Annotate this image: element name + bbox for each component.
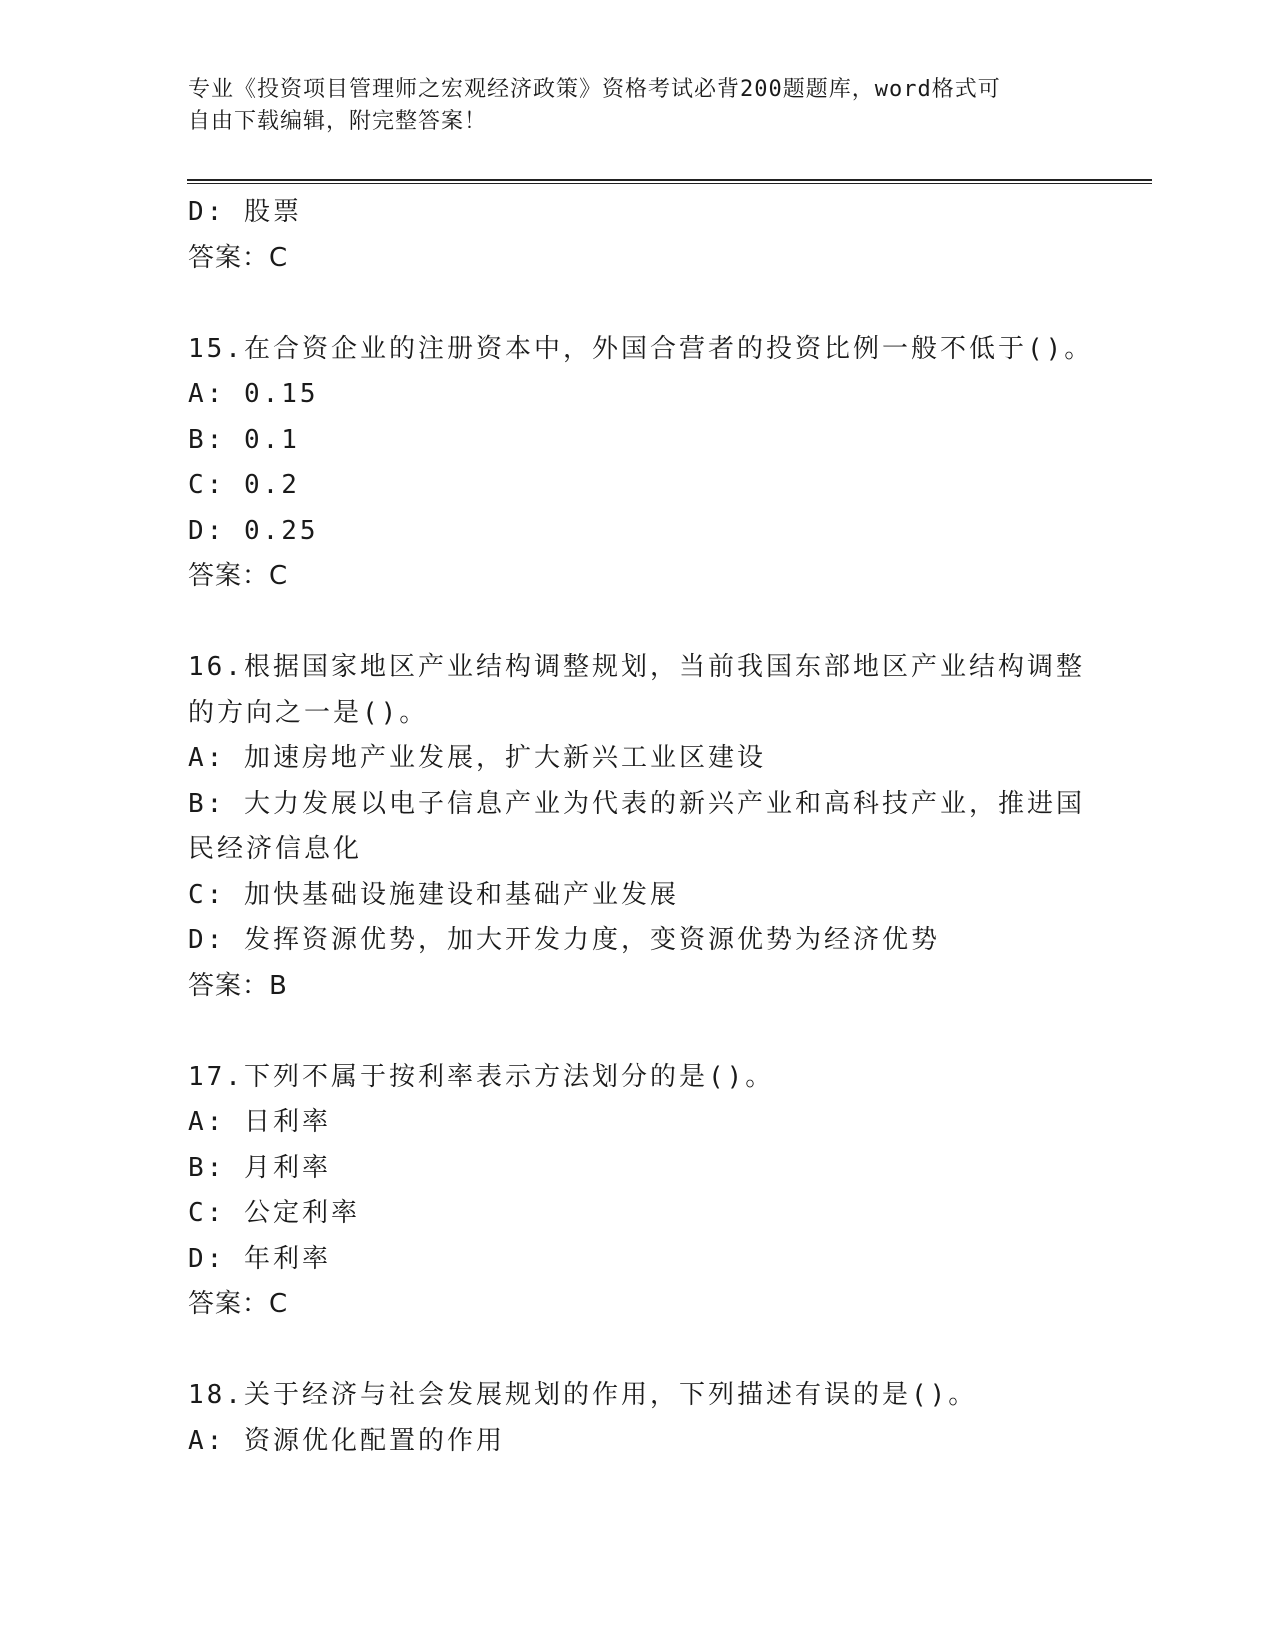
option-a: A: 0.15: [188, 379, 319, 409]
option-d: D: 股票: [188, 197, 302, 227]
option-b: B: 0.1: [188, 424, 300, 455]
option-d: D: 0.25: [188, 515, 319, 546]
option-c: C: 公定利率: [188, 1198, 360, 1228]
header-line-1: 专业《投资项目管理师之宏观经济政策》资格考试必背200题题库，word格式可: [188, 77, 1001, 102]
option-a: A: 资源优化配置的作用: [188, 1425, 505, 1456]
header-rule-thick: [187, 179, 1152, 181]
option-d: D: 发挥资源优势，加大开发力度，变资源优势为经济优势: [188, 925, 940, 955]
option-b-line-2: 民经济信息化: [188, 834, 363, 864]
question-17: [188, 1055, 1088, 1328]
option-b-line-1: B: 大力发展以电子信息产业为代表的新兴产业和高科技产业，推进国: [188, 788, 1085, 819]
question-list: [188, 190, 1094, 1464]
question-stem-line-2: 的方向之一是()。: [188, 697, 429, 728]
question-stem-line-1: 16.根据国家地区产业结构调整规划，当前我国东部地区产业结构调整: [188, 652, 1085, 682]
option-c: C: 0.2: [188, 470, 300, 500]
question-stem: 15.在合资企业的注册资本中，外国合营者的投资比例一般不低于()。: [188, 333, 1094, 364]
prev-question: [188, 190, 1088, 281]
answer: 答案：B: [188, 970, 288, 1001]
option-d: D: 年利率: [188, 1243, 331, 1274]
header-rule-thin: [187, 183, 1152, 184]
question-stem: 17.下列不属于按利率表示方法划分的是()。: [188, 1061, 775, 1092]
option-b: B: 月利率: [188, 1152, 331, 1183]
answer: 答案：C: [188, 242, 289, 273]
answer: 答案：C: [188, 561, 289, 591]
question-18: [188, 1373, 1088, 1464]
answer: 答案：C: [188, 1289, 289, 1319]
question-stem: 18.关于经济与社会发展规划的作用，下列描述有误的是()。: [188, 1380, 978, 1410]
header-line-2: 自由下载编辑，附完整答案！: [188, 109, 488, 134]
option-a: A: 日利率: [188, 1107, 331, 1137]
question-15: [188, 327, 1094, 600]
option-c: C: 加快基础设施建设和基础产业发展: [188, 879, 679, 910]
document-header: [188, 74, 1068, 138]
option-a: A: 加速房地产业发展，扩大新兴工业区建设: [188, 743, 766, 773]
question-16: [188, 645, 1088, 1009]
